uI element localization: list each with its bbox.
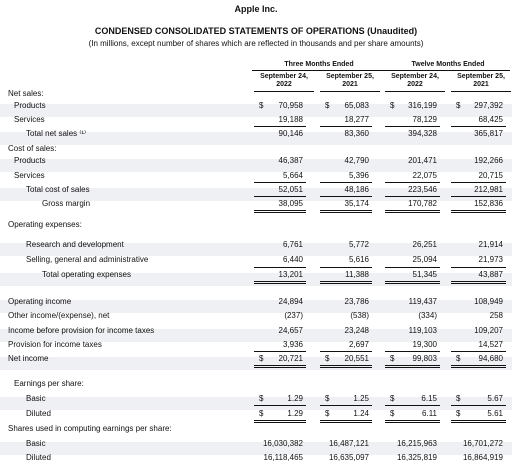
cell-value: 119,437 — [408, 297, 437, 306]
row-label: Income before provision for income taxes — [8, 326, 155, 335]
cell-value: 78,129 — [412, 115, 437, 124]
row-label: Cost of sales: — [8, 144, 57, 153]
cell-value: 46,387 — [278, 156, 303, 165]
dollar-sign: $ — [259, 101, 264, 110]
statement-title: CONDENSED CONSOLIDATED STATEMENTS OF OPERATIONS (Unaudited) — [94, 26, 418, 36]
cell-value: 16,864,919 — [462, 453, 503, 462]
total-underline — [254, 420, 306, 423]
total-underline — [385, 210, 440, 213]
table-row — [0, 422, 512, 435]
cell-value: 3,936 — [282, 340, 303, 349]
dollar-sign: $ — [456, 101, 461, 110]
total-underline — [254, 281, 306, 284]
cell-value: 316,199 — [408, 101, 437, 110]
dollar-sign: $ — [390, 354, 395, 363]
total-underline — [451, 281, 506, 284]
statement-subtitle: (In millions, except number of shares which are reflected in thousands and per share amounts) — [88, 39, 424, 48]
cell-value: 16,118,465 — [263, 453, 303, 462]
total-underline — [451, 196, 506, 197]
total-underline — [254, 267, 306, 268]
total-underline — [320, 126, 372, 127]
row-label: Products — [14, 101, 46, 110]
cell-value: (334) — [418, 311, 437, 320]
row-label: Diluted — [26, 409, 51, 418]
cell-value: 297,392 — [474, 101, 503, 110]
row-label: Operating income — [8, 297, 72, 306]
cell-value: 1.29 — [287, 394, 303, 403]
row-label: Services — [14, 171, 45, 180]
total-underline — [254, 351, 306, 352]
total-underline — [385, 267, 440, 268]
table-row — [0, 169, 512, 182]
row-label: Research and development — [26, 240, 124, 249]
column-header-3: September 24, 2022 — [385, 73, 445, 92]
cell-value: 35,174 — [344, 199, 369, 208]
row-label: Other income/(expense), net — [8, 311, 110, 320]
dollar-sign: $ — [325, 394, 330, 403]
total-underline — [385, 196, 440, 197]
total-underline — [320, 267, 372, 268]
cell-value: 152,836 — [474, 199, 503, 208]
row-label: Services — [14, 115, 45, 124]
cell-value: 16,325,819 — [396, 453, 437, 462]
dollar-sign: $ — [456, 394, 461, 403]
cell-value: 6,761 — [282, 240, 303, 249]
cell-value: 24,657 — [278, 326, 303, 335]
total-underline — [320, 365, 372, 368]
total-underline — [385, 182, 440, 183]
cell-value: 68,425 — [478, 115, 503, 124]
cell-value: 5,772 — [348, 240, 369, 249]
cell-value: 38,095 — [278, 199, 303, 208]
total-underline — [385, 281, 440, 284]
cell-value: 43,887 — [478, 270, 503, 279]
cell-value: 20,551 — [344, 354, 369, 363]
total-underline — [320, 210, 372, 213]
dollar-sign: $ — [259, 394, 264, 403]
cell-value: 23,786 — [344, 297, 369, 306]
cell-value: 1.24 — [353, 409, 369, 418]
total-underline — [451, 420, 506, 423]
cell-value: 5,616 — [348, 255, 369, 264]
total-underline — [451, 267, 506, 268]
company-name: Apple Inc. — [234, 4, 278, 14]
cell-value: 20,721 — [278, 354, 303, 363]
total-underline — [451, 210, 506, 213]
table-row — [0, 407, 512, 420]
twelve-months-header: Twelve Months Ended — [386, 61, 510, 71]
total-underline — [385, 405, 440, 406]
total-underline — [254, 182, 306, 183]
cell-value: 1.25 — [353, 394, 369, 403]
row-label: Net income — [8, 354, 49, 363]
cell-value: 11,388 — [345, 270, 369, 279]
cell-value: 20,715 — [478, 171, 503, 180]
cell-value: 70,958 — [278, 101, 303, 110]
cell-value: 5,664 — [282, 171, 303, 180]
cell-value: 170,782 — [408, 199, 437, 208]
table-row — [0, 451, 512, 464]
total-underline — [385, 365, 440, 368]
cell-value: 201,471 — [408, 156, 437, 165]
cell-value: 16,215,963 — [396, 439, 437, 448]
cell-value: 192,266 — [474, 156, 503, 165]
cell-value: 5.67 — [487, 394, 503, 403]
total-underline — [254, 405, 306, 406]
table-row — [0, 127, 512, 140]
cell-value: 16,701,272 — [462, 439, 503, 448]
cell-value: 25,094 — [412, 255, 437, 264]
total-underline — [451, 182, 506, 183]
cell-value: 99,803 — [412, 354, 437, 363]
cell-value: 1.29 — [287, 409, 303, 418]
total-underline — [385, 126, 440, 127]
total-underline — [320, 351, 372, 352]
total-underline — [254, 126, 306, 127]
cell-value: 23,248 — [344, 326, 369, 335]
cell-value: 5,396 — [348, 171, 369, 180]
table-row — [0, 218, 512, 231]
total-underline — [451, 126, 506, 127]
dollar-sign: $ — [390, 394, 395, 403]
table-row — [0, 113, 512, 126]
table-row — [0, 253, 512, 266]
row-label: Operating expenses: — [8, 220, 82, 229]
cell-value: 21,973 — [478, 255, 503, 264]
row-label: Basic — [26, 394, 46, 403]
cell-value: 14,527 — [478, 340, 503, 349]
dollar-sign: $ — [259, 409, 264, 418]
row-label: Earnings per share: — [14, 379, 84, 388]
cell-value: 42,790 — [344, 156, 369, 165]
table-row — [0, 183, 512, 196]
cell-value: 365,817 — [474, 129, 503, 138]
table-row — [0, 437, 512, 450]
cell-value: 6.11 — [422, 409, 437, 418]
dollar-sign: $ — [325, 101, 330, 110]
row-label: Products — [14, 156, 46, 165]
total-underline — [320, 420, 372, 423]
cell-value: 51,345 — [412, 270, 437, 279]
row-label: Shares used in computing earnings per share: — [8, 424, 172, 433]
dollar-sign: $ — [456, 354, 461, 363]
cell-value: 26,251 — [412, 240, 437, 249]
table-row — [0, 238, 512, 251]
cell-value: 394,328 — [408, 129, 437, 138]
dollar-sign: $ — [456, 409, 461, 418]
column-header-1: September 24, 2022 — [254, 73, 314, 92]
row-label: Net sales: — [8, 89, 44, 98]
table-row — [0, 295, 512, 308]
total-underline — [451, 365, 506, 368]
dollar-sign: $ — [325, 354, 330, 363]
row-label: Gross margin — [42, 199, 91, 208]
table-row — [0, 338, 512, 351]
cell-value: 13,201 — [278, 270, 303, 279]
total-underline — [254, 196, 306, 197]
row-label: Total net sales ⁽¹⁾ — [26, 129, 86, 138]
row-label: Selling, general and administrative — [26, 255, 149, 264]
cell-value: 16,635,097 — [328, 453, 369, 462]
total-underline — [385, 420, 440, 423]
cell-value: (237) — [284, 311, 303, 320]
cell-value: 258 — [489, 311, 503, 320]
cell-value: 52,051 — [278, 185, 303, 194]
cell-value: 108,949 — [474, 297, 503, 306]
table-row — [0, 377, 512, 390]
column-header-2: September 25, 2021 — [320, 73, 380, 92]
cell-value: 212,981 — [474, 185, 503, 194]
cell-value: 119,103 — [408, 326, 437, 335]
cell-value: 19,188 — [278, 115, 303, 124]
total-underline — [451, 405, 506, 406]
table-row — [0, 197, 512, 210]
column-header-4: September 25, 2021 — [451, 73, 511, 92]
total-underline — [320, 196, 372, 197]
total-underline — [320, 405, 372, 406]
total-underline — [320, 182, 372, 183]
cell-value: 65,083 — [344, 101, 369, 110]
table-row — [0, 324, 512, 337]
total-underline — [385, 351, 440, 352]
total-underline — [254, 210, 306, 213]
table-row — [0, 352, 512, 365]
row-label: Total operating expenses — [42, 270, 131, 279]
cell-value: 83,360 — [344, 129, 369, 138]
cell-value: 19,300 — [412, 340, 437, 349]
cell-value: 94,680 — [478, 354, 503, 363]
cell-value: 90,146 — [278, 129, 303, 138]
three-months-header: Three Months Ended — [252, 61, 386, 71]
row-label: Provision for income taxes — [8, 340, 102, 349]
dollar-sign: $ — [390, 409, 395, 418]
dollar-sign: $ — [390, 101, 395, 110]
total-underline — [254, 365, 306, 368]
row-label: Diluted — [26, 453, 51, 462]
total-underline — [451, 351, 506, 352]
table-row — [0, 392, 512, 405]
dollar-sign: $ — [325, 409, 330, 418]
table-row — [0, 309, 512, 322]
cell-value: 18,277 — [344, 115, 369, 124]
cell-value: 6,440 — [282, 255, 303, 264]
cell-value: 48,186 — [344, 185, 369, 194]
table-row — [0, 154, 512, 167]
cell-value: 2,697 — [348, 340, 369, 349]
cell-value: 21,914 — [478, 240, 503, 249]
cell-value: 5.61 — [487, 409, 503, 418]
cell-value: 223,546 — [408, 185, 437, 194]
dollar-sign: $ — [259, 354, 264, 363]
cell-value: 6.15 — [421, 394, 437, 403]
table-row — [0, 99, 512, 112]
cell-value: 16,487,121 — [328, 439, 369, 448]
cell-value: 16,030,382 — [262, 439, 303, 448]
cell-value: (538) — [350, 311, 369, 320]
row-label: Total cost of sales — [26, 185, 90, 194]
cell-value: 24,894 — [278, 297, 303, 306]
cell-value: 109,207 — [474, 326, 503, 335]
cell-value: 22,075 — [412, 171, 437, 180]
row-label: Basic — [26, 439, 46, 448]
table-row — [0, 268, 512, 281]
total-underline — [320, 281, 372, 284]
